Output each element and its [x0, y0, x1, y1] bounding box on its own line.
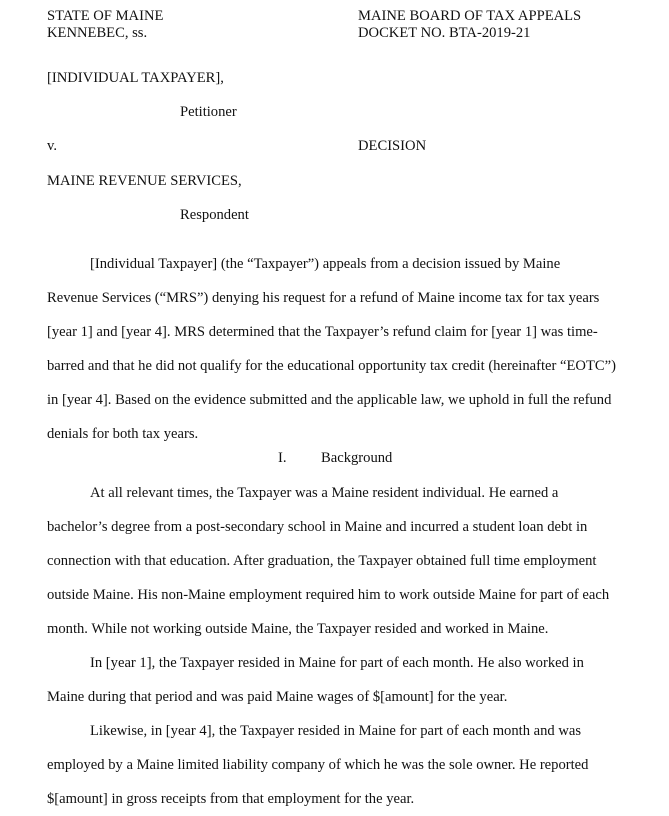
petitioner-role: Petitioner: [180, 104, 237, 120]
background-paragraph-2: [47, 646, 627, 714]
state-label: STATE OF MAINE: [47, 8, 164, 24]
document-type: DECISION: [358, 138, 427, 154]
paragraph-line: Likewise, in [year 4], the Taxpayer resided in Maine for part of each month and was: [90, 723, 582, 739]
paragraph-line: $[amount] in gross receipts from that employment for the year.: [47, 791, 415, 807]
county-label: KENNEBEC, ss.: [47, 25, 148, 41]
petitioner-name: [INDIVIDUAL TAXPAYER],: [47, 70, 224, 86]
section-heading: [278, 450, 392, 467]
respondent-name: MAINE REVENUE SERVICES,: [47, 173, 242, 189]
paragraph-line: outside Maine. His non-Maine employment required him to work outside Maine for part of each: [47, 587, 610, 603]
section-title: Background: [321, 450, 393, 466]
paragraph-line: employed by a Maine limited liability company of which he was the sole owner. He reported: [47, 757, 589, 773]
background-paragraph-1: [47, 476, 627, 646]
background-paragraph-3: [47, 714, 627, 816]
paragraph-line: At all relevant times, the Taxpayer was a Maine resident individual. He earned a: [90, 485, 559, 501]
paragraph-line: connection with that education. After graduation, the Taxpayer obtained full time employment: [47, 553, 597, 569]
paragraph-line: [year 1] and [year 4]. MRS determined that the Taxpayer’s refund claim for [year 1] was time-: [47, 324, 598, 340]
paragraph-line: Maine during that period and was paid Maine wages of $[amount] for the year.: [47, 689, 508, 705]
intro-paragraph: [47, 247, 627, 451]
paragraph-line: month. While not working outside Maine, the Taxpayer resided and worked in Maine.: [47, 621, 549, 637]
paragraph-line: Revenue Services (“MRS”) denying his request for a refund of Maine income tax for tax years: [47, 290, 600, 306]
paragraph-line: [Individual Taxpayer] (the “Taxpayer”) appeals from a decision issued by Maine: [90, 256, 561, 272]
versus-label: v.: [47, 138, 57, 154]
paragraph-line: denials for both tax years.: [47, 426, 199, 442]
respondent-role: Respondent: [180, 207, 249, 223]
paragraph-line: barred and that he did not qualify for the educational opportunity tax credit (hereinafter “EOTC”): [47, 358, 616, 374]
paragraph-line: bachelor’s degree from a post-secondary school in Maine and incurred a student loan debt in: [47, 519, 588, 535]
board-label: MAINE BOARD OF TAX APPEALS: [358, 8, 582, 24]
paragraph-line: In [year 1], the Taxpayer resided in Maine for part of each month. He also worked in: [90, 655, 584, 671]
docket-number: DOCKET NO. BTA-2019-21: [358, 25, 531, 41]
section-number: I.: [278, 450, 287, 466]
paragraph-line: in [year 4]. Based on the evidence submitted and the applicable law, we uphold in full the refund: [47, 392, 612, 408]
